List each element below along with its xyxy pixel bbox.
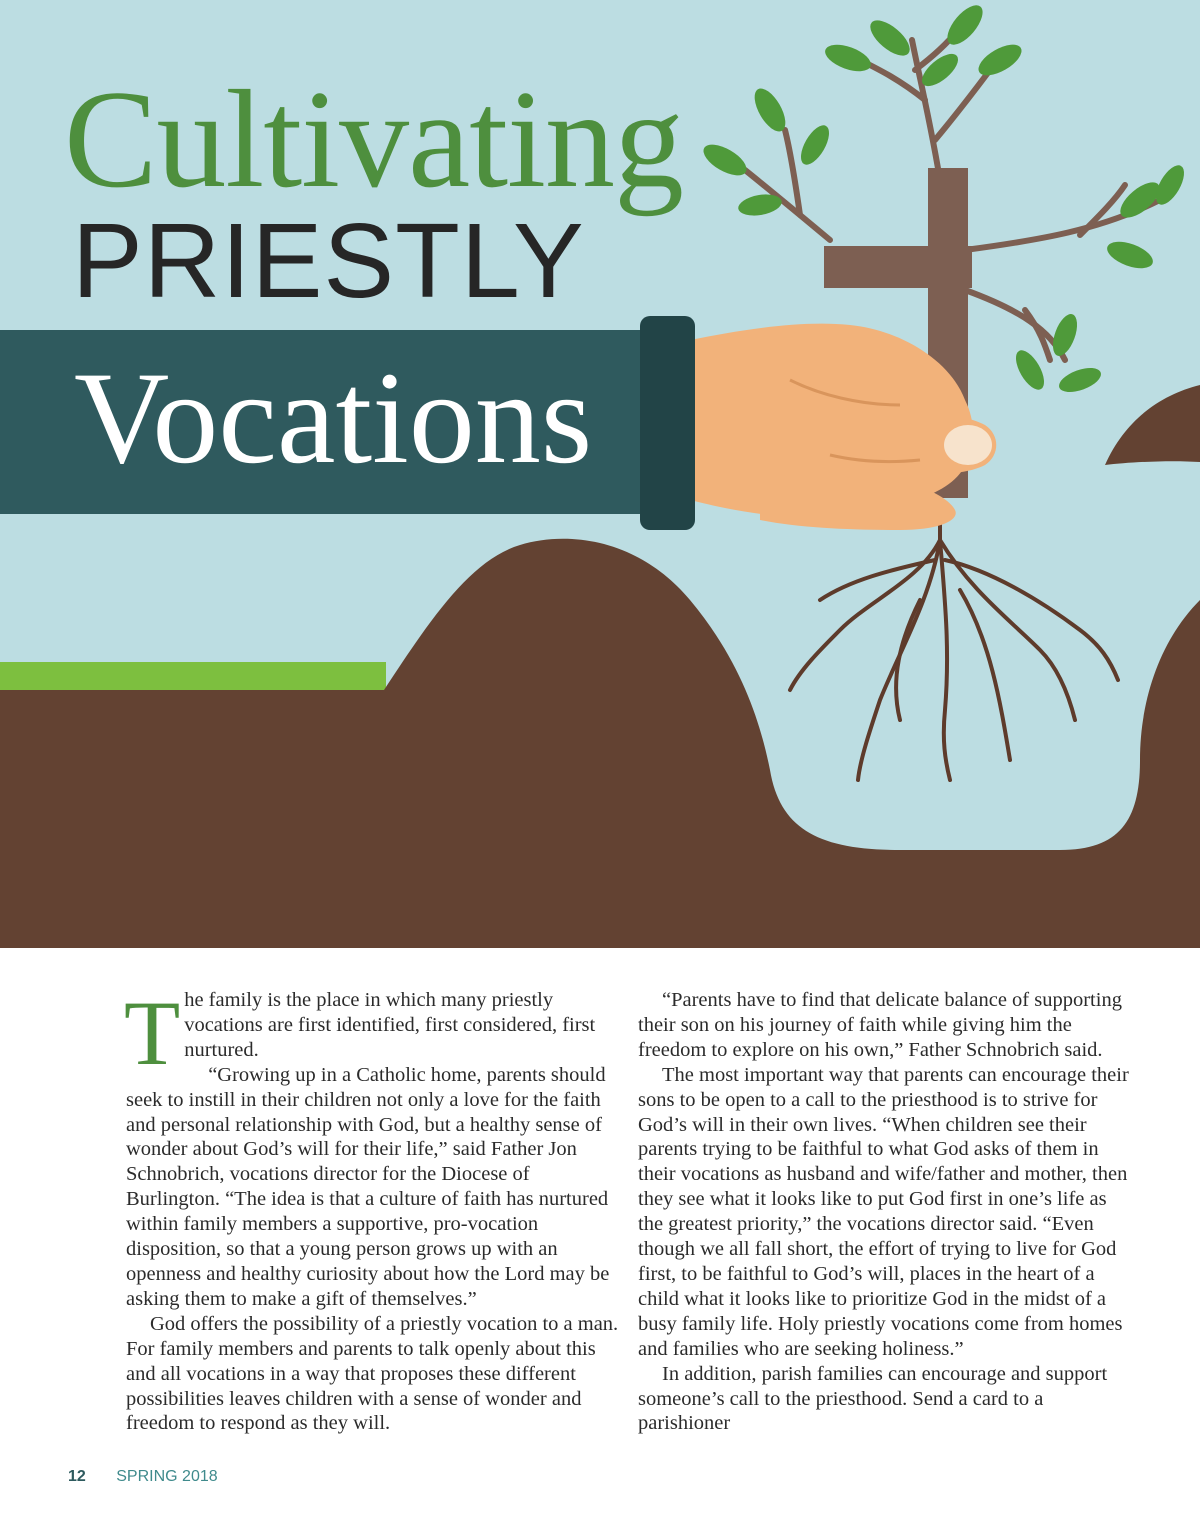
body-paragraph: In addition, parish families can encourage and support someone’s call to the priesthood. Send a card to a parishioner xyxy=(638,1362,1108,1435)
drop-cap: T xyxy=(124,982,181,1084)
page-footer xyxy=(68,1468,218,1486)
grass-strip xyxy=(0,662,386,692)
body-paragraph: The most important way that parents can encourage their sons to be open to a call to the priesthood is to strive for God’s will in their own lives. “When children see their parents trying to be faithful to what God asks of them in their vocations as husband and wife/father and mother, then they see what it looks like to put God first in one’s life as the greatest priority,” the vocations director said. “Even though we all fall short, the effort of trying to live for God first, to be faithful to God’s will, places in the heart of a child what it looks like to prioritize God in the midst of a busy family life. Holy priestly vocations come from homes and families who are seeking holiness.” xyxy=(638,1063,1129,1360)
article-column-1 xyxy=(124,982,620,1436)
issue-label: SPRING 2018 xyxy=(116,1468,218,1485)
thumbnail xyxy=(944,425,992,465)
body-paragraph: “Parents have to find that delicate balance of supporting their son on his journey of faith while giving him the freedom to explore on his own,” Father Schnobrich said. xyxy=(638,989,1122,1061)
cuff xyxy=(640,316,695,530)
article-column-2 xyxy=(638,988,1132,1436)
lead-paragraph xyxy=(124,982,620,1084)
title-priestly: PRIESTLY xyxy=(72,202,585,320)
title-cultivating: Cultivating xyxy=(64,62,683,217)
body-paragraph: God offers the possibility of a priestly vocation to a man. For family members and parents to talk openly about this and all vocations in a way that proposes these different possibilities leaves children with a sense of wonder and freedom to respond as they will. xyxy=(126,1312,619,1435)
lead-text: he family is the place in which many priestly vocations are first identified, first considered, first nurtured. xyxy=(184,989,596,1061)
page-number: 12 xyxy=(68,1468,86,1485)
title-vocations: Vocations xyxy=(74,344,593,491)
body-paragraph: “Growing up in a Catholic home, parents should seek to instill in their children not only a love for the faith and personal relationship with God, but a healthy sense of wonder about God’s will for their life,” said Father Jon Schnobrich, vocations director for the Diocese of Burlington. “The idea is that a culture of faith has nurtured within family members a supportive, pro-vocation disposition, so that a young person grows up with an openness and healthy curiosity about how the Lord may be asking them to make a gift of themselves.” xyxy=(126,1063,610,1310)
